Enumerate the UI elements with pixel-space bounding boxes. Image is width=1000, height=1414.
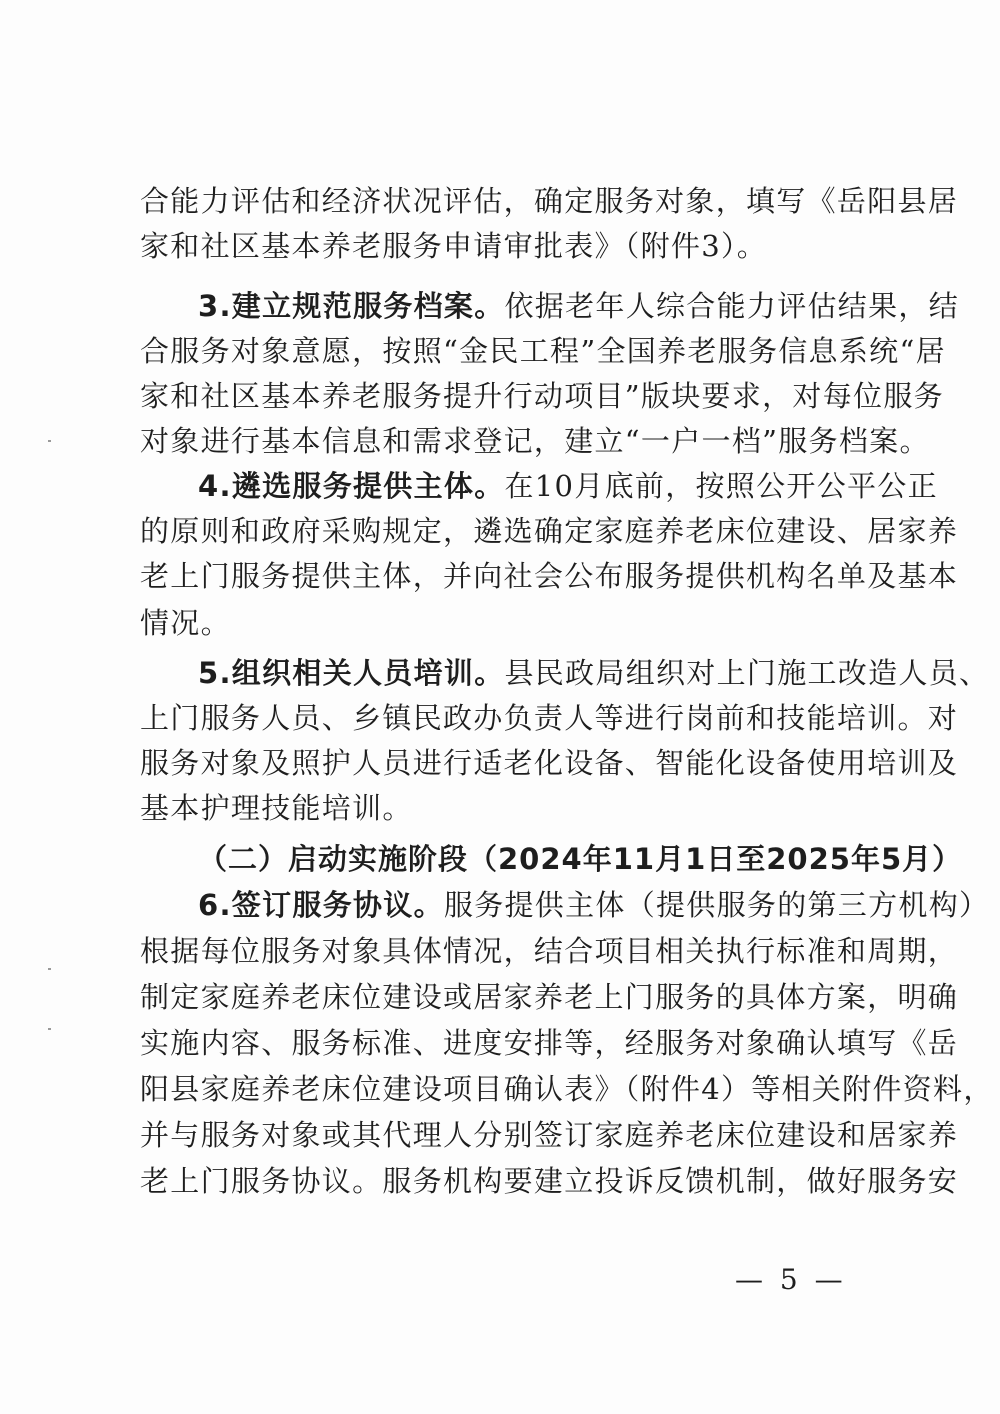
body-line: 根据每位服务对象具体情况，结合项目相关执行标准和周期，	[140, 934, 959, 968]
body-line: 并与服务对象或其代理人分别签订家庭养老床位建设和居家养	[140, 1118, 959, 1152]
body-line: 实施内容、服务标准、进度安排等，经服务对象确认填写《岳	[140, 1026, 959, 1060]
item-heading: 6.签订服务协议。	[198, 888, 444, 922]
body-line: 合服务对象意愿，按照“金民工程”全国养老服务信息系统“居	[140, 334, 946, 368]
body-line: 合能力评估和经济状况评估，确定服务对象，填写《岳阳县居	[140, 184, 959, 218]
body-text: 服务提供主体（提供服务的第三方机构）	[443, 888, 990, 922]
body-line: 对象进行基本信息和需求登记，建立“一户一档”服务档案。	[140, 424, 930, 458]
body-text: 在10月底前，按照公开公平公正	[504, 469, 938, 503]
paragraph-item-4	[198, 465, 938, 507]
body-line: 服务对象及照护人员进行适老化设备、智能化设备使用培训及	[140, 746, 959, 780]
body-line: 基本护理技能培训。	[140, 791, 413, 825]
body-text: 依据老年人综合能力评估结果，结	[504, 289, 960, 323]
body-text: 县民政局组织对上门施工改造人员、	[504, 656, 990, 690]
body-line: 情况。	[140, 606, 231, 640]
paragraph-item-5	[198, 652, 990, 694]
item-heading: 3.建立规范服务档案。	[198, 289, 505, 323]
body-line: 阳县家庭养老床位建设项目确认表》（附件4）等相关附件资料，	[140, 1072, 994, 1106]
scan-mark	[48, 440, 51, 442]
section-heading: （二）启动实施阶段（2024年11月1日至2025年5月）	[198, 842, 963, 876]
item-heading: 5.组织相关人员培训。	[198, 656, 505, 690]
paragraph-item-6	[198, 884, 990, 926]
body-line: 制定家庭养老床位建设或居家养老上门服务的具体方案，明确	[140, 980, 959, 1014]
scan-mark	[48, 968, 51, 970]
scan-mark	[48, 1028, 51, 1030]
page-number: — 5 —	[735, 1263, 847, 1296]
body-line: 老上门服务提供主体，并向社会公布服务提供机构名单及基本	[140, 559, 959, 593]
body-line: 家和社区基本养老服务申请审批表》（附件3）。	[140, 229, 768, 263]
body-line: 的原则和政府采购规定，遴选确定家庭养老床位建设、居家养	[140, 514, 959, 548]
item-heading: 4.遴选服务提供主体。	[198, 469, 505, 503]
body-line: 家和社区基本养老服务提升行动项目”版块要求，对每位服务	[140, 379, 944, 413]
body-line: 老上门服务协议。服务机构要建立投诉反馈机制，做好服务安	[140, 1164, 959, 1198]
body-line: 上门服务人员、乡镇民政办负责人等进行岗前和技能培训。对	[140, 701, 959, 735]
paragraph-item-3	[198, 285, 960, 327]
